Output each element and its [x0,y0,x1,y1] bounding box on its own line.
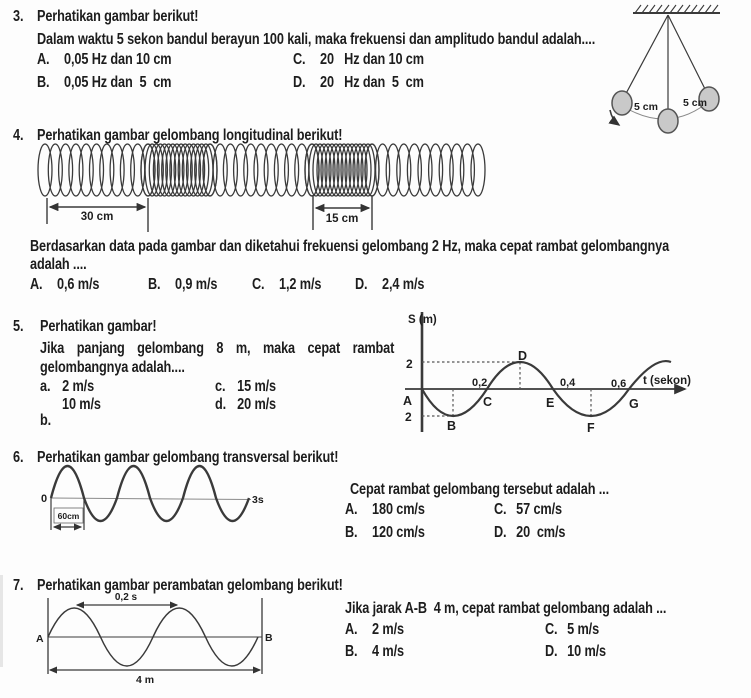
point-E: E [546,396,555,410]
measure-15cm-label: 15 cm [325,213,359,225]
q4-option-a [30,276,99,295]
option-text: 20 Hz dan 10 cm [320,51,424,68]
option-label: A. [37,51,50,68]
y-axis-label: S (m) [408,314,437,326]
option-text: 1,2 m/s [279,276,322,293]
q5-option-c [215,378,276,397]
scan-artifact [0,575,3,667]
q5-option-b-label: b. [40,412,52,429]
option-label: D. [293,74,306,91]
option-text: 2 m/s [62,378,95,395]
x-axis-label: t (sekon) [643,375,691,387]
option-text: 120 cm/s [372,524,425,541]
pendulum-bobs [612,87,719,133]
option-text: 57 cm/s [516,501,562,518]
option-text: 20 m/s [237,396,276,413]
q7-prompt: Jika jarak A-B 4 m, cepat rambat gelombang adalah ... [345,600,667,617]
option-label: C. [545,621,558,638]
option-label: A. [30,276,43,293]
option-label: c. [215,378,226,395]
spring-coils [38,144,485,196]
option-label: D. [355,276,368,293]
option-label: B. [345,643,358,660]
propagation-wave-figure [33,586,283,686]
point-G: G [629,397,639,411]
q4-body-line2: adalah .... [30,256,87,273]
option-label: B. [148,276,161,293]
option-text: 15 m/s [237,378,276,395]
q7-option-c [545,621,599,640]
y-tick-bottom: 2 [405,410,412,424]
option-label: A. [345,621,358,638]
period-label: 0,2 s [114,592,138,603]
option-text: 180 cm/s [372,501,425,518]
x-tick-04: 0,4 [560,377,576,389]
longitudinal-wave-figure [35,140,483,234]
q6-option-c [494,501,562,520]
q6-number: 6. [13,449,24,466]
q4-option-b [148,276,217,295]
point-A: A [403,394,413,408]
q7-number: 7. [13,577,24,594]
option-text: 0,05 Hz dan 10 cm [64,51,172,68]
q5-option-b-text: 10 m/s [62,396,101,413]
option-label: B. [345,524,358,541]
measure-60cm-label: 60cm [57,511,80,521]
q6-prompt: Cepat rambat gelombang tersebut adalah ... [350,481,609,498]
x-tick-06: 0,6 [611,378,627,390]
option-text: 2 m/s [372,621,404,638]
wave-graph-figure [393,306,708,442]
q6-title: Perhatikan gambar gelombang transversal berikut! [37,449,339,466]
point-B-label: B [265,632,273,644]
q7-option-d [545,643,606,662]
option-label: D. [494,524,507,541]
point-A-label: A [36,633,44,645]
option-text: 0,6 m/s [57,276,100,293]
q4-option-d [355,276,424,295]
amplitude-label-right: 5 cm [683,97,707,109]
q4-body-line1: Berdasarkan data pada gambar dan diketahui frekuensi gelombang 2 Hz, maka cepat rambat gelombangnya [30,238,670,255]
q3-option-a [37,51,171,70]
measure-30cm-label: 30 cm [80,211,114,223]
q5-option-d [215,396,276,415]
point-F: F [587,421,595,435]
q3-option-d [293,74,424,93]
q4-number: 4. [13,127,24,144]
q7-option-a [345,621,404,640]
q3-option-b [37,74,171,93]
q6-option-a [345,501,425,520]
option-label: C. [494,501,507,518]
q5-body-line1: Jika panjang gelombang 8 m, maka cepat rambat [40,340,395,357]
option-text: 4 m/s [372,643,404,660]
option-label: A. [345,501,358,518]
option-label: D. [545,643,558,660]
q3-option-c [293,51,424,70]
q5-option-a [40,378,94,397]
q5-title: Perhatikan gambar! [40,318,157,335]
option-text: 0,05 Hz dan 5 cm [64,74,172,91]
point-B: B [447,419,457,433]
x-tick-02: 0,2 [472,377,488,389]
q3-title: Perhatikan gambar berikut! [37,8,199,25]
point-D: D [518,349,528,363]
q4-option-c [252,276,321,295]
end-time-label: 3s [252,494,264,506]
q4-title: Perhatikan gambar gelombang longitudinal berikut! [37,127,343,144]
q7-option-b [345,643,404,662]
origin-label: 0 [41,493,48,505]
q3-body: Dalam waktu 5 sekon bandul berayun 100 kali, maka frekuensi dan amplitudo bandul adalah.... [37,31,596,48]
q7-title: Perhatikan gambar perambatan gelombang berikut! [37,577,343,594]
option-label: C. [293,51,306,68]
q6-option-b [345,524,425,543]
ceiling-hatch [635,5,718,13]
y-tick-top: 2 [406,357,413,371]
option-text: 10 m/s [567,643,606,660]
pendulum-figure [605,2,751,134]
option-text: 20 cm/s [516,524,566,541]
option-text: 5 m/s [567,621,600,638]
option-label: C. [252,276,265,293]
option-text: 2,4 m/s [382,276,425,293]
distance-label: 4 m [135,674,155,686]
q3-number: 3. [13,8,24,25]
point-C: C [483,395,493,409]
q5-body-line2: gelombangnya adalah.... [40,359,185,376]
wave-curve [51,466,249,521]
transverse-wave-figure [33,458,273,546]
q5-number: 5. [13,318,24,335]
q6-option-d [494,524,565,543]
option-text: 0,9 m/s [175,276,218,293]
option-label: a. [40,378,51,395]
option-label: B. [37,74,50,91]
amplitude-label-left: 5 cm [634,101,658,113]
option-label: d. [215,396,227,413]
option-text: 20 Hz dan 5 cm [320,74,424,91]
